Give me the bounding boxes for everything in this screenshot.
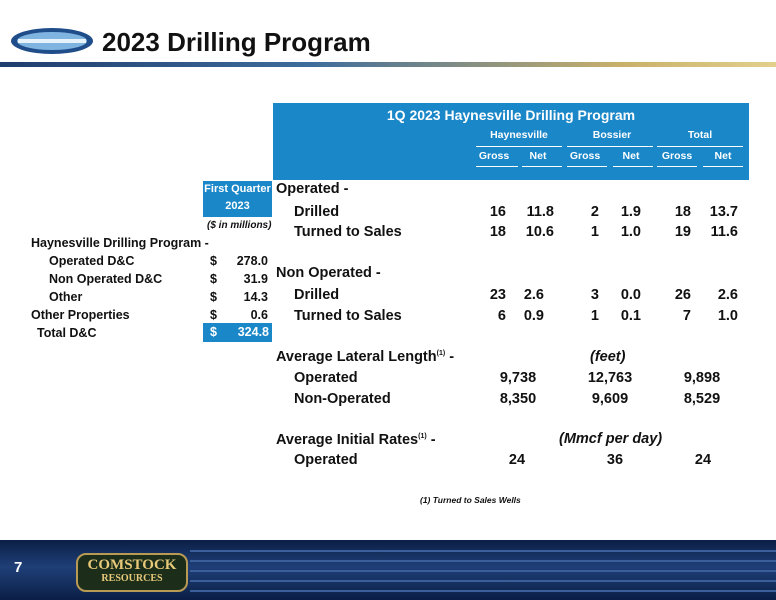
subcol-divider bbox=[657, 166, 697, 167]
cell-value: 1.9 bbox=[620, 204, 641, 220]
label-suffix: - bbox=[445, 349, 455, 365]
first-quarter-header: First Quarter 2023 bbox=[203, 181, 272, 217]
footer-stripe bbox=[190, 580, 776, 582]
brand-line-1: COMSTOCK bbox=[87, 557, 177, 573]
cell-value: 2 bbox=[590, 204, 599, 220]
group-divider bbox=[476, 146, 562, 147]
cell-value: 8,350 bbox=[499, 391, 537, 407]
footer-stripe bbox=[190, 560, 776, 562]
cell-value: 16 bbox=[489, 204, 506, 220]
subcol-header: Net bbox=[529, 150, 547, 162]
footer-stripe bbox=[190, 570, 776, 572]
page-number: 7 bbox=[14, 559, 23, 576]
cell-value: 11.8 bbox=[526, 204, 554, 220]
cell-value: 1 bbox=[590, 224, 599, 240]
subcol-divider bbox=[613, 166, 653, 167]
cell-value: 2.6 bbox=[523, 287, 544, 303]
footnote-mark: (1) bbox=[418, 433, 427, 441]
cell-value: 1 bbox=[590, 308, 599, 324]
lateral-length-label: Average Lateral Length bbox=[276, 349, 437, 365]
footnote: (1) Turned to Sales Wells bbox=[420, 495, 521, 505]
section-label: Haynesville Drilling Program - bbox=[31, 236, 209, 250]
row-label: Other Properties bbox=[31, 308, 130, 322]
cell-value: 3 bbox=[590, 287, 599, 303]
footer-bar bbox=[0, 540, 776, 600]
cell-value: 9,609 bbox=[591, 391, 629, 407]
row-label: Operated bbox=[294, 452, 358, 468]
footer-stripe bbox=[190, 590, 776, 592]
subcol-header: Net bbox=[714, 150, 732, 162]
header-rule bbox=[0, 62, 776, 67]
cell-value: 12,763 bbox=[587, 370, 633, 386]
cell-value: 0.9 bbox=[523, 308, 544, 324]
row-label: Turned to Sales bbox=[294, 224, 402, 240]
total-label: Total D&C bbox=[37, 326, 97, 340]
currency-symbol: $ bbox=[210, 325, 217, 339]
row-label: Turned to Sales bbox=[294, 308, 402, 324]
cell-value: 24 bbox=[694, 452, 712, 468]
row-value: 278.0 bbox=[236, 254, 268, 268]
group-header: Total bbox=[687, 129, 713, 141]
cell-value: 19 bbox=[674, 224, 691, 240]
row-value: 0.6 bbox=[250, 308, 268, 322]
group-divider bbox=[657, 146, 743, 147]
cell-value: 1.0 bbox=[620, 224, 641, 240]
cell-value: 2.6 bbox=[717, 287, 738, 303]
cell-value: 18 bbox=[489, 224, 506, 240]
row-label: Operated D&C bbox=[49, 254, 135, 268]
drilling-table-header bbox=[273, 103, 749, 180]
unit-label: (feet) bbox=[590, 349, 626, 365]
cell-value: 6 bbox=[497, 308, 506, 324]
currency-symbol: $ bbox=[210, 308, 217, 322]
subcol-divider bbox=[703, 166, 743, 167]
total-value: 324.8 bbox=[237, 325, 269, 339]
cell-value: 13.7 bbox=[709, 204, 738, 220]
group-divider bbox=[567, 146, 653, 147]
section-label: Non Operated - bbox=[276, 265, 381, 281]
row-label: Other bbox=[49, 290, 83, 304]
row-label: Operated bbox=[294, 370, 358, 386]
subcol-header: Net bbox=[622, 150, 640, 162]
section-label bbox=[276, 349, 454, 365]
row-label: Drilled bbox=[294, 204, 340, 220]
subcol-header: Gross bbox=[661, 150, 693, 162]
cell-value: 24 bbox=[508, 452, 526, 468]
subcol-divider bbox=[567, 166, 607, 167]
units-label: ($ in millions) bbox=[207, 220, 272, 231]
row-label: Non-Operated bbox=[294, 391, 391, 407]
row-label: Non Operated D&C bbox=[49, 272, 163, 286]
subcol-header: Gross bbox=[569, 150, 601, 162]
cell-value: 36 bbox=[606, 452, 624, 468]
cell-value: 18 bbox=[674, 204, 691, 220]
cell-value: 9,898 bbox=[683, 370, 721, 386]
page-title: 2023 Drilling Program bbox=[102, 27, 371, 57]
footer-stripe bbox=[190, 550, 776, 552]
cell-value: 0.0 bbox=[620, 287, 641, 303]
cell-value: 11.6 bbox=[710, 224, 738, 240]
cell-value: 10.6 bbox=[525, 224, 554, 240]
subcol-divider bbox=[476, 166, 518, 167]
cell-value: 7 bbox=[682, 308, 691, 324]
comstock-logo-icon bbox=[76, 553, 188, 592]
section-label: Operated - bbox=[276, 181, 349, 197]
table-title: 1Q 2023 Haynesville Drilling Program bbox=[386, 107, 636, 123]
footnote-mark: (1) bbox=[436, 350, 446, 358]
cell-value: 1.0 bbox=[717, 308, 738, 324]
row-value: 31.9 bbox=[243, 272, 268, 286]
cell-value: 9,738 bbox=[499, 370, 537, 386]
group-header: Haynesville bbox=[490, 129, 548, 141]
cell-value: 23 bbox=[489, 287, 506, 303]
subcol-divider bbox=[522, 166, 562, 167]
group-header: Bossier bbox=[592, 129, 632, 141]
cell-value: 26 bbox=[674, 287, 691, 303]
currency-symbol: $ bbox=[210, 290, 217, 304]
subcol-header: Gross bbox=[478, 150, 510, 162]
crk-logo-icon bbox=[10, 27, 94, 55]
brand-line-2: RESOURCES bbox=[101, 573, 163, 584]
currency-symbol: $ bbox=[210, 254, 217, 268]
cell-value: 0.1 bbox=[620, 308, 641, 324]
label-suffix: - bbox=[426, 432, 436, 448]
currency-symbol: $ bbox=[210, 272, 217, 286]
unit-label: (Mmcf per day) bbox=[559, 431, 663, 447]
total-value-box bbox=[203, 323, 272, 342]
row-value: 14.3 bbox=[243, 290, 268, 304]
section-label bbox=[276, 432, 436, 448]
cell-value: 8,529 bbox=[683, 391, 721, 407]
initial-rates-label: Average Initial Rates bbox=[276, 432, 419, 448]
row-label: Drilled bbox=[294, 287, 340, 303]
